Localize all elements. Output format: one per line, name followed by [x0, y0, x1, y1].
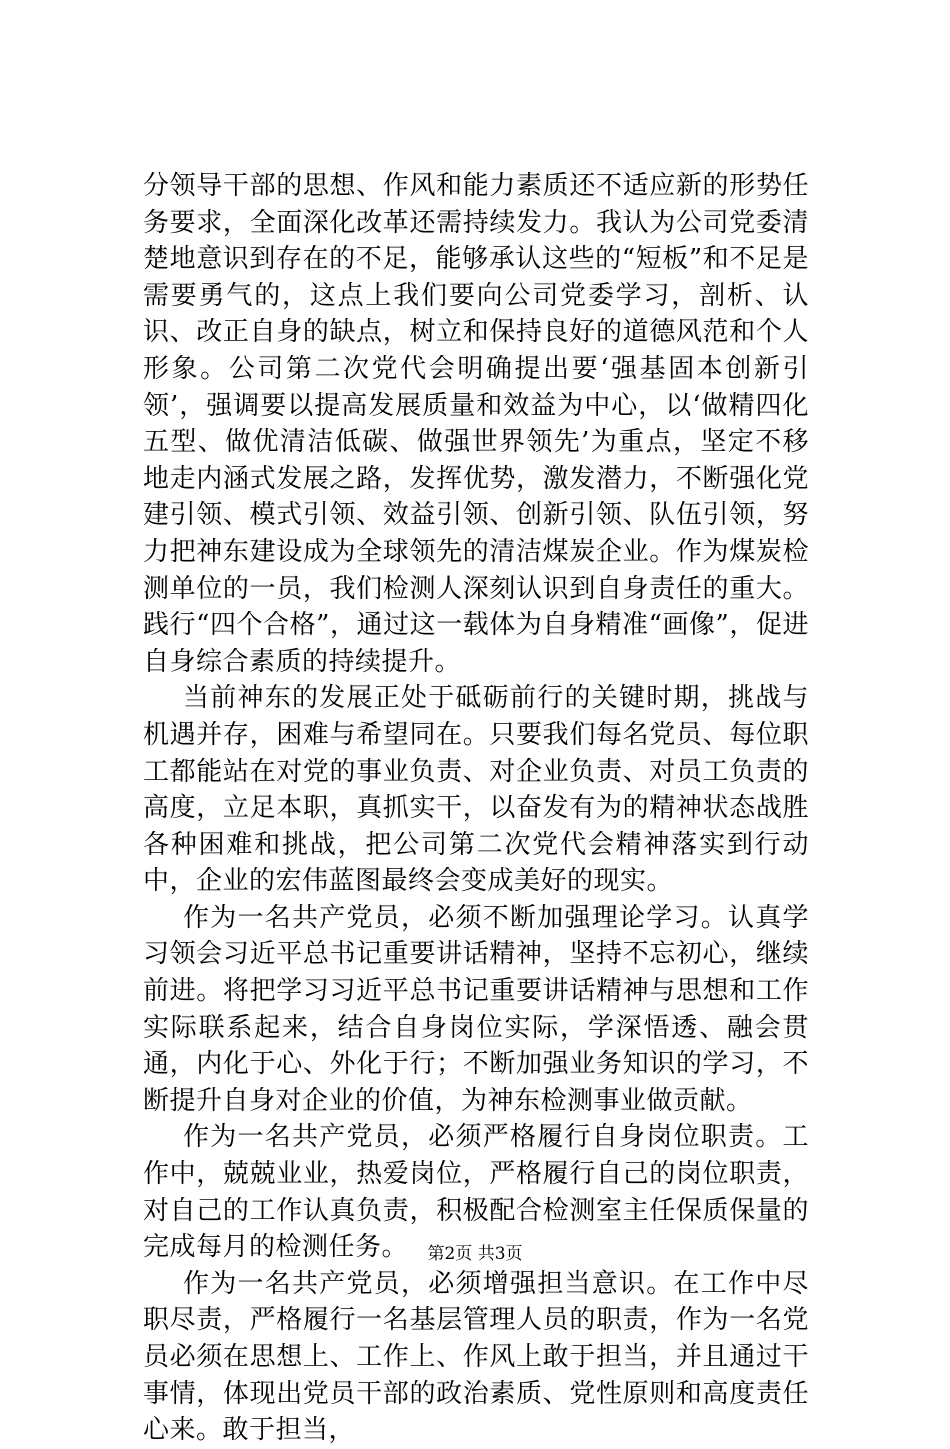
page-number: 第2页 共3页	[427, 1244, 523, 1264]
page-footer	[0, 1243, 950, 1265]
paragraph: 作为一名共产党员，必须不断加强理论学习。认真学习领会习近平总书记重要讲话精神，坚持不忘初心，继续前进。将把学习习近平总书记重要讲话精神与思想和工作实际联系起来，结合自身岗位实际，学深悟透、融会贯通，内化于心、外化于行；不断加强业务知识的学习，不断提升自身对企业的价值，为神东检测事业做贡献。	[143, 902, 809, 1116]
paragraph: 作为一名共产党员，必须严格履行自身岗位职责。工作中，兢兢业业，热爱岗位，严格履行自己的岗位职责，对自己的工作认真负责，积极配合检测室主任保质保量的完成每月的检测任务。	[143, 1122, 809, 1263]
paragraph: 当前神东的发展正处于砥砺前行的关键时期，挑战与机遇并存，困难与希望同在。只要我们每名党员、每位职工都能站在对党的事业负责、对企业负责、对员工负责的高度，立足本职，真抓实干，以奋发有为的精神状态战胜各种困难和挑战，把公司第二次党代会精神落实到行动中，企业的宏伟蓝图最终会变成美好的现实。	[143, 683, 809, 897]
paragraph-continued: 分领导干部的思想、作风和能力素质还不适应新的形势任务要求，全面深化改革还需持续发力。我认为公司党委清楚地意识到存在的不足，能够承认这些的“短板”和不足是需要勇气的，这点上我们要向公司党委学习，剖析、认识、改正自身的缺点，树立和保持良好的道德风范和个人形象。公司第二次党代会明确提出要‘强基固本创新引领’，强调要以提高发展质量和效益为中心，以‘做精四化五型、做优清洁低碳、做强世界领先’为重点，坚定不移地走内涵式发展之路，发挥优势，激发潜力，不断强化党建引领、模式引领、效益引领、创新引领、队伍引领，努力把神东建设成为全球领先的清洁煤炭企业。作为煤炭检测单位的一员，我们检测人深刻认识到自身责任的重大。践行“四个合格”，通过这一载体为自身精准“画像”，促进自身综合素质的持续提升。	[143, 171, 809, 677]
paragraph: 作为一名共产党员，必须增强担当意识。在工作中尽职尽责，严格履行一名基层管理人员的职责，作为一名党员必须在思想上、工作上、作风上敢于担当，并且通过干事情，体现出党员干部的政治素质、党性原则和高度责任心来。敢于担当，	[143, 1268, 809, 1446]
